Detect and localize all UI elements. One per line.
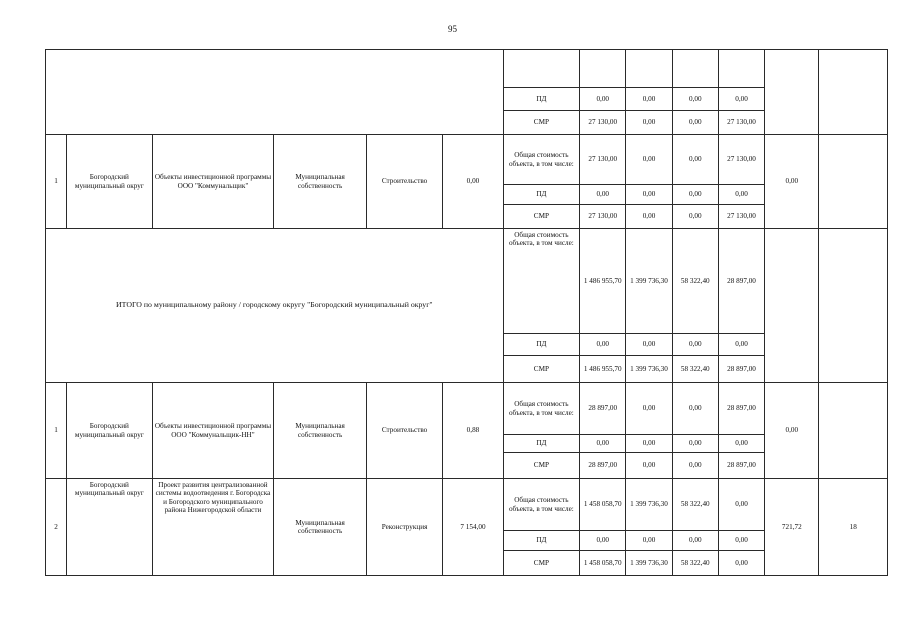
value-cell: 0,00 (626, 111, 672, 135)
smr-label: СМР (503, 356, 579, 383)
cell (580, 50, 626, 88)
value-cell: 0,00 (626, 334, 672, 356)
pd-label: ПД (503, 531, 579, 551)
value-cell: 28 897,00 (718, 453, 764, 479)
smr-label: СМР (503, 205, 579, 229)
value-cell: 58 322,40 (672, 551, 718, 576)
total-cost-label: Общая стоимость объекта, в том числе: (503, 135, 579, 185)
power-cell: 0,00 (443, 135, 503, 229)
page-number: 95 (448, 24, 457, 34)
smr-label: СМР (503, 551, 579, 576)
table-row (46, 383, 888, 435)
cell (765, 50, 819, 135)
value-cell: 0,00 (626, 435, 672, 453)
pd-label: ПД (503, 88, 579, 111)
table-row (46, 229, 888, 334)
extra-cell: 0,00 (765, 135, 819, 229)
value-cell: 58 322,40 (672, 479, 718, 531)
value-cell: 28 897,00 (718, 383, 764, 435)
table-row (46, 135, 888, 185)
total-cost-label: Общая стоимость объекта, в том числе: (503, 229, 579, 334)
extra-cell: 721,72 (765, 479, 819, 576)
value-cell: 58 322,40 (672, 356, 718, 383)
object-cell: Проект развития централизованной системы водоотведения г. Богородска и Богородского муниципального района Нижегородской области (152, 479, 274, 576)
extra-cell: 0,00 (765, 383, 819, 479)
value-cell: 0,00 (672, 334, 718, 356)
value-cell: 0,00 (672, 185, 718, 205)
value-cell: 0,00 (580, 435, 626, 453)
value-cell: 58 322,40 (672, 229, 718, 334)
last-cell (819, 383, 888, 479)
value-cell: 1 399 736,30 (626, 551, 672, 576)
value-cell: 27 130,00 (718, 111, 764, 135)
total-cost-label: Общая стоимость объекта, в том числе: (503, 383, 579, 435)
pd-label: ПД (503, 185, 579, 205)
row-number: 2 (46, 479, 67, 576)
value-cell: 1 458 058,70 (580, 551, 626, 576)
cell (718, 50, 764, 88)
work-type-cell: Строительство (366, 383, 442, 479)
value-cell: 0,00 (580, 185, 626, 205)
power-cell: 0,88 (443, 383, 503, 479)
work-type-cell: Реконструкция (366, 479, 442, 576)
value-cell: 0,00 (718, 88, 764, 111)
cell (765, 229, 819, 383)
table-row (46, 50, 888, 88)
value-cell: 28 897,00 (580, 453, 626, 479)
value-cell: 0,00 (718, 531, 764, 551)
value-cell: 0,00 (626, 453, 672, 479)
value-cell: 27 130,00 (718, 205, 764, 229)
investment-table (45, 49, 888, 576)
value-cell: 0,00 (672, 205, 718, 229)
value-cell: 0,00 (626, 531, 672, 551)
cell (819, 50, 888, 135)
value-cell: 1 399 736,30 (626, 356, 672, 383)
value-cell: 0,00 (672, 88, 718, 111)
value-cell: 27 130,00 (580, 135, 626, 185)
value-cell: 27 130,00 (718, 135, 764, 185)
value-cell: 0,00 (718, 334, 764, 356)
value-cell: 0,00 (672, 453, 718, 479)
last-cell (819, 135, 888, 229)
value-cell: 0,00 (672, 531, 718, 551)
carryover-merged-cell (46, 50, 504, 135)
ownership-cell: Муниципальная собственность (274, 479, 367, 576)
value-cell: 0,00 (672, 135, 718, 185)
value-cell: 0,00 (718, 185, 764, 205)
table-row (46, 479, 888, 531)
value-cell: 0,00 (580, 531, 626, 551)
value-cell: 0,00 (718, 551, 764, 576)
value-cell: 0,00 (626, 383, 672, 435)
district-cell: Богородский муниципальный округ (67, 135, 153, 229)
smr-label: СМР (503, 111, 579, 135)
power-cell: 7 154,00 (443, 479, 503, 576)
row-number: 1 (46, 383, 67, 479)
value-cell: 0,00 (580, 334, 626, 356)
cell (819, 229, 888, 383)
value-cell: 0,00 (626, 88, 672, 111)
value-cell: 0,00 (626, 205, 672, 229)
object-cell: Объекты инвестиционной программы ООО "Коммунальщик-НН" (152, 383, 274, 479)
ownership-cell: Муниципальная собственность (274, 135, 367, 229)
value-cell: 0,00 (718, 435, 764, 453)
value-cell: 28 897,00 (718, 229, 764, 334)
work-type-cell: Строительство (366, 135, 442, 229)
value-cell: 27 130,00 (580, 111, 626, 135)
value-cell: 1 486 955,70 (580, 229, 626, 334)
value-cell: 0,00 (672, 435, 718, 453)
pd-label: ПД (503, 334, 579, 356)
pd-label: ПД (503, 435, 579, 453)
cell (503, 50, 579, 88)
value-cell: 0,00 (626, 185, 672, 205)
cell (626, 50, 672, 88)
value-cell: 0,00 (626, 135, 672, 185)
value-cell: 1 458 058,70 (580, 479, 626, 531)
value-cell: 0,00 (718, 479, 764, 531)
value-cell: 1 399 736,30 (626, 229, 672, 334)
value-cell: 1 399 736,30 (626, 479, 672, 531)
value-cell: 0,00 (580, 88, 626, 111)
value-cell: 0,00 (672, 383, 718, 435)
value-cell: 1 486 955,70 (580, 356, 626, 383)
value-cell: 0,00 (672, 111, 718, 135)
total-cost-label: Общая стоимость объекта, в том числе: (503, 479, 579, 531)
object-cell: Объекты инвестиционной программы ООО "Коммунальщик" (152, 135, 274, 229)
value-cell: 27 130,00 (580, 205, 626, 229)
value-cell: 28 897,00 (718, 356, 764, 383)
value-cell: 28 897,00 (580, 383, 626, 435)
cell (672, 50, 718, 88)
last-cell: 18 (819, 479, 888, 576)
district-cell: Богородский муниципальный округ (67, 479, 153, 576)
smr-label: СМР (503, 453, 579, 479)
itogo-label: ИТОГО по муниципальному району / городскому округу "Богородский муниципальный округ" (46, 229, 504, 383)
district-cell: Богородский муниципальный округ (67, 383, 153, 479)
row-number: 1 (46, 135, 67, 229)
ownership-cell: Муниципальная собственность (274, 383, 367, 479)
